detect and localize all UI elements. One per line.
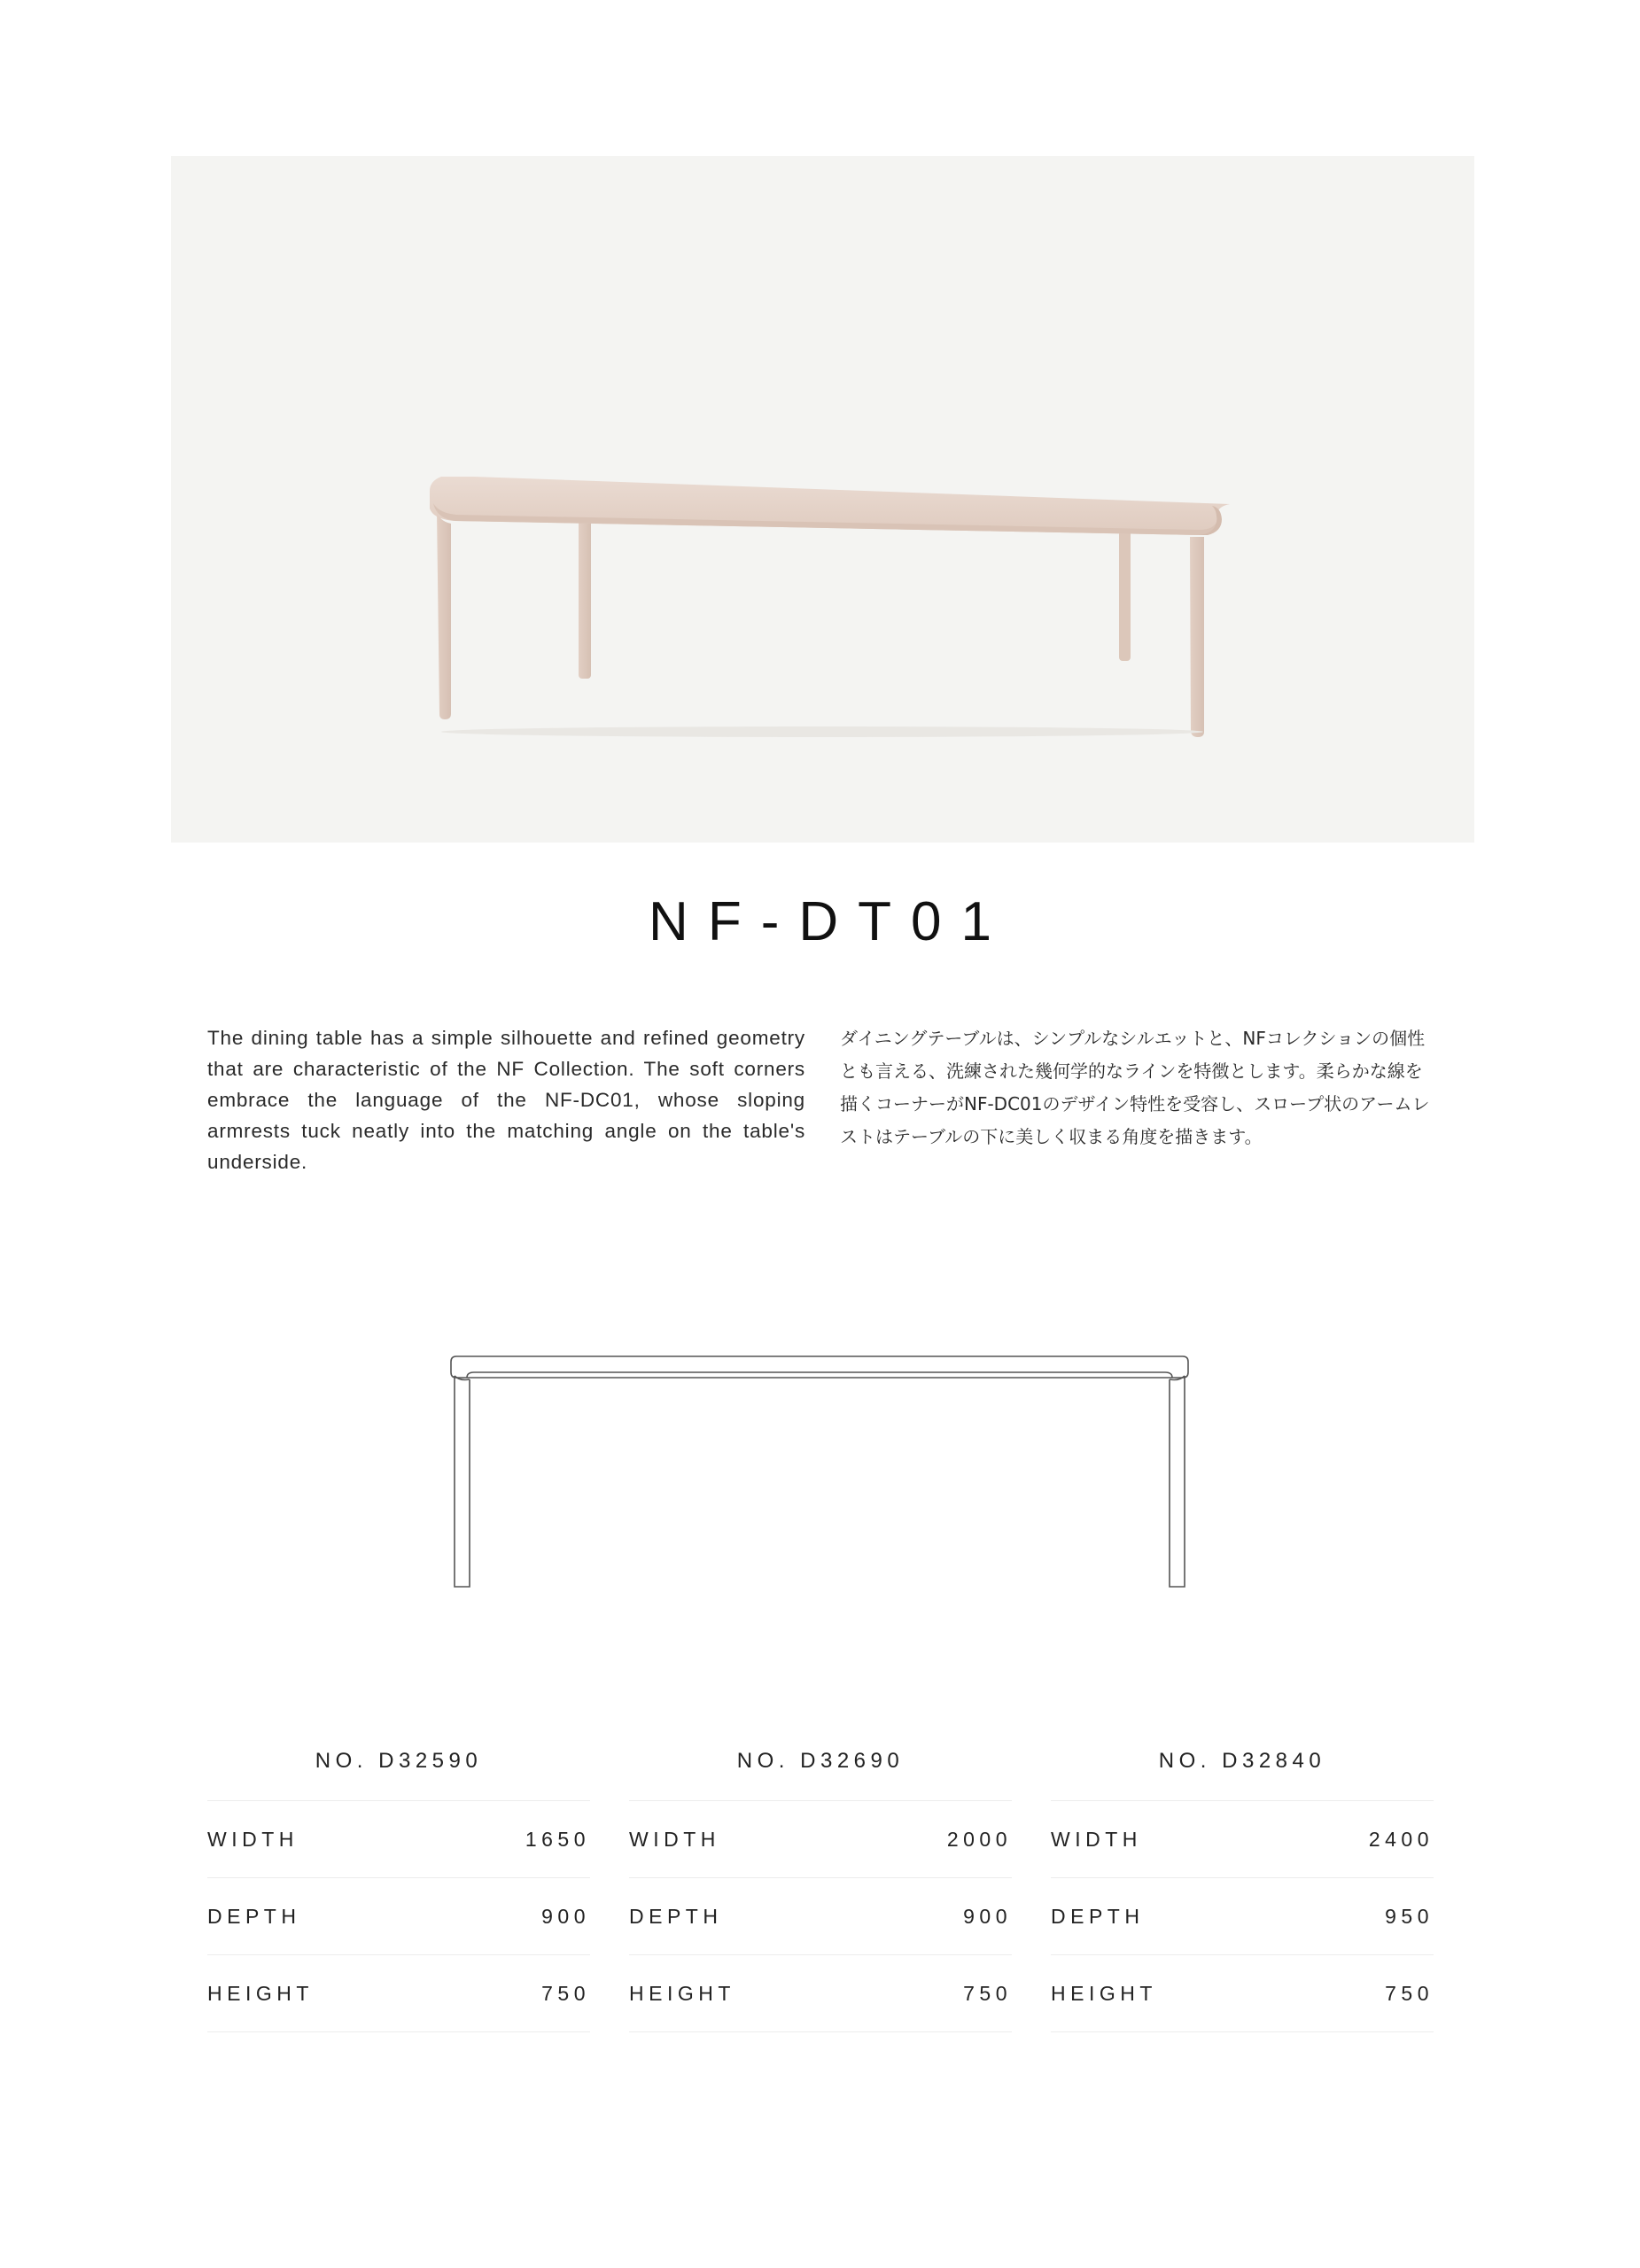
spec-row-depth (1051, 1878, 1434, 1955)
spec-row-width (1051, 1801, 1434, 1878)
spec-row-depth (207, 1878, 590, 1955)
spec-column-1 (207, 1744, 590, 2032)
spec-row-width (207, 1801, 590, 1878)
spec-row-depth (629, 1878, 1012, 1955)
spec-label: WIDTH (207, 1827, 299, 1851)
spec-value: 1650 (525, 1827, 590, 1851)
spec-row-height (1051, 1955, 1434, 2032)
spec-label: DEPTH (1051, 1904, 1145, 1928)
product-photo (171, 156, 1474, 843)
spec-column-2 (629, 1744, 1012, 2032)
spec-label: DEPTH (207, 1904, 301, 1928)
spec-label: WIDTH (629, 1827, 720, 1851)
spec-label: WIDTH (1051, 1827, 1142, 1851)
spec-label: HEIGHT (1051, 1981, 1157, 2005)
spec-number: NO. D32690 (629, 1744, 1012, 1801)
spec-value: 750 (963, 1981, 1012, 2005)
spec-value: 750 (1385, 1981, 1434, 2005)
spec-value: 900 (963, 1904, 1012, 1928)
spec-value: 900 (541, 1904, 590, 1928)
table-photo-illustration (171, 156, 1474, 843)
spec-value: 750 (541, 1981, 590, 2005)
spec-value: 950 (1385, 1904, 1434, 1928)
spec-row-width (629, 1801, 1012, 1878)
table-line-drawing (447, 1351, 1192, 1592)
description-english: The dining table has a simple silhouette and refined geometry that are characteristic of the NF Collection. The soft corners embrace the language of the NF-DC01, whose sloping armrests tuck neatly into the matching angle on the table's underside. (207, 1027, 805, 1173)
spec-number: NO. D32840 (1051, 1744, 1434, 1801)
spec-value: 2000 (946, 1827, 1012, 1851)
spec-row-height (207, 1955, 590, 2032)
spec-number: NO. D32590 (207, 1744, 590, 1801)
spec-label: DEPTH (629, 1904, 723, 1928)
table-elevation-diagram (447, 1351, 1192, 1592)
spec-label: HEIGHT (629, 1981, 735, 2005)
spec-row-height (629, 1955, 1012, 2032)
product-title: NF-DT01 (649, 891, 1011, 952)
description-japanese: ダイニングテーブルは、シンプルなシルエットと、NFコレクションの個性とも言える、洗練された幾何学的なラインを特徴とします。柔らかな線を描くコーナーがNF-DC01のデザイン特性を受容し、スロープ状のアームレストはテーブルの下に美しく収まる角度を描きます。 (840, 1028, 1430, 1147)
spec-column-3 (1051, 1744, 1434, 2032)
spec-value: 2400 (1368, 1827, 1434, 1851)
spec-label: HEIGHT (207, 1981, 314, 2005)
